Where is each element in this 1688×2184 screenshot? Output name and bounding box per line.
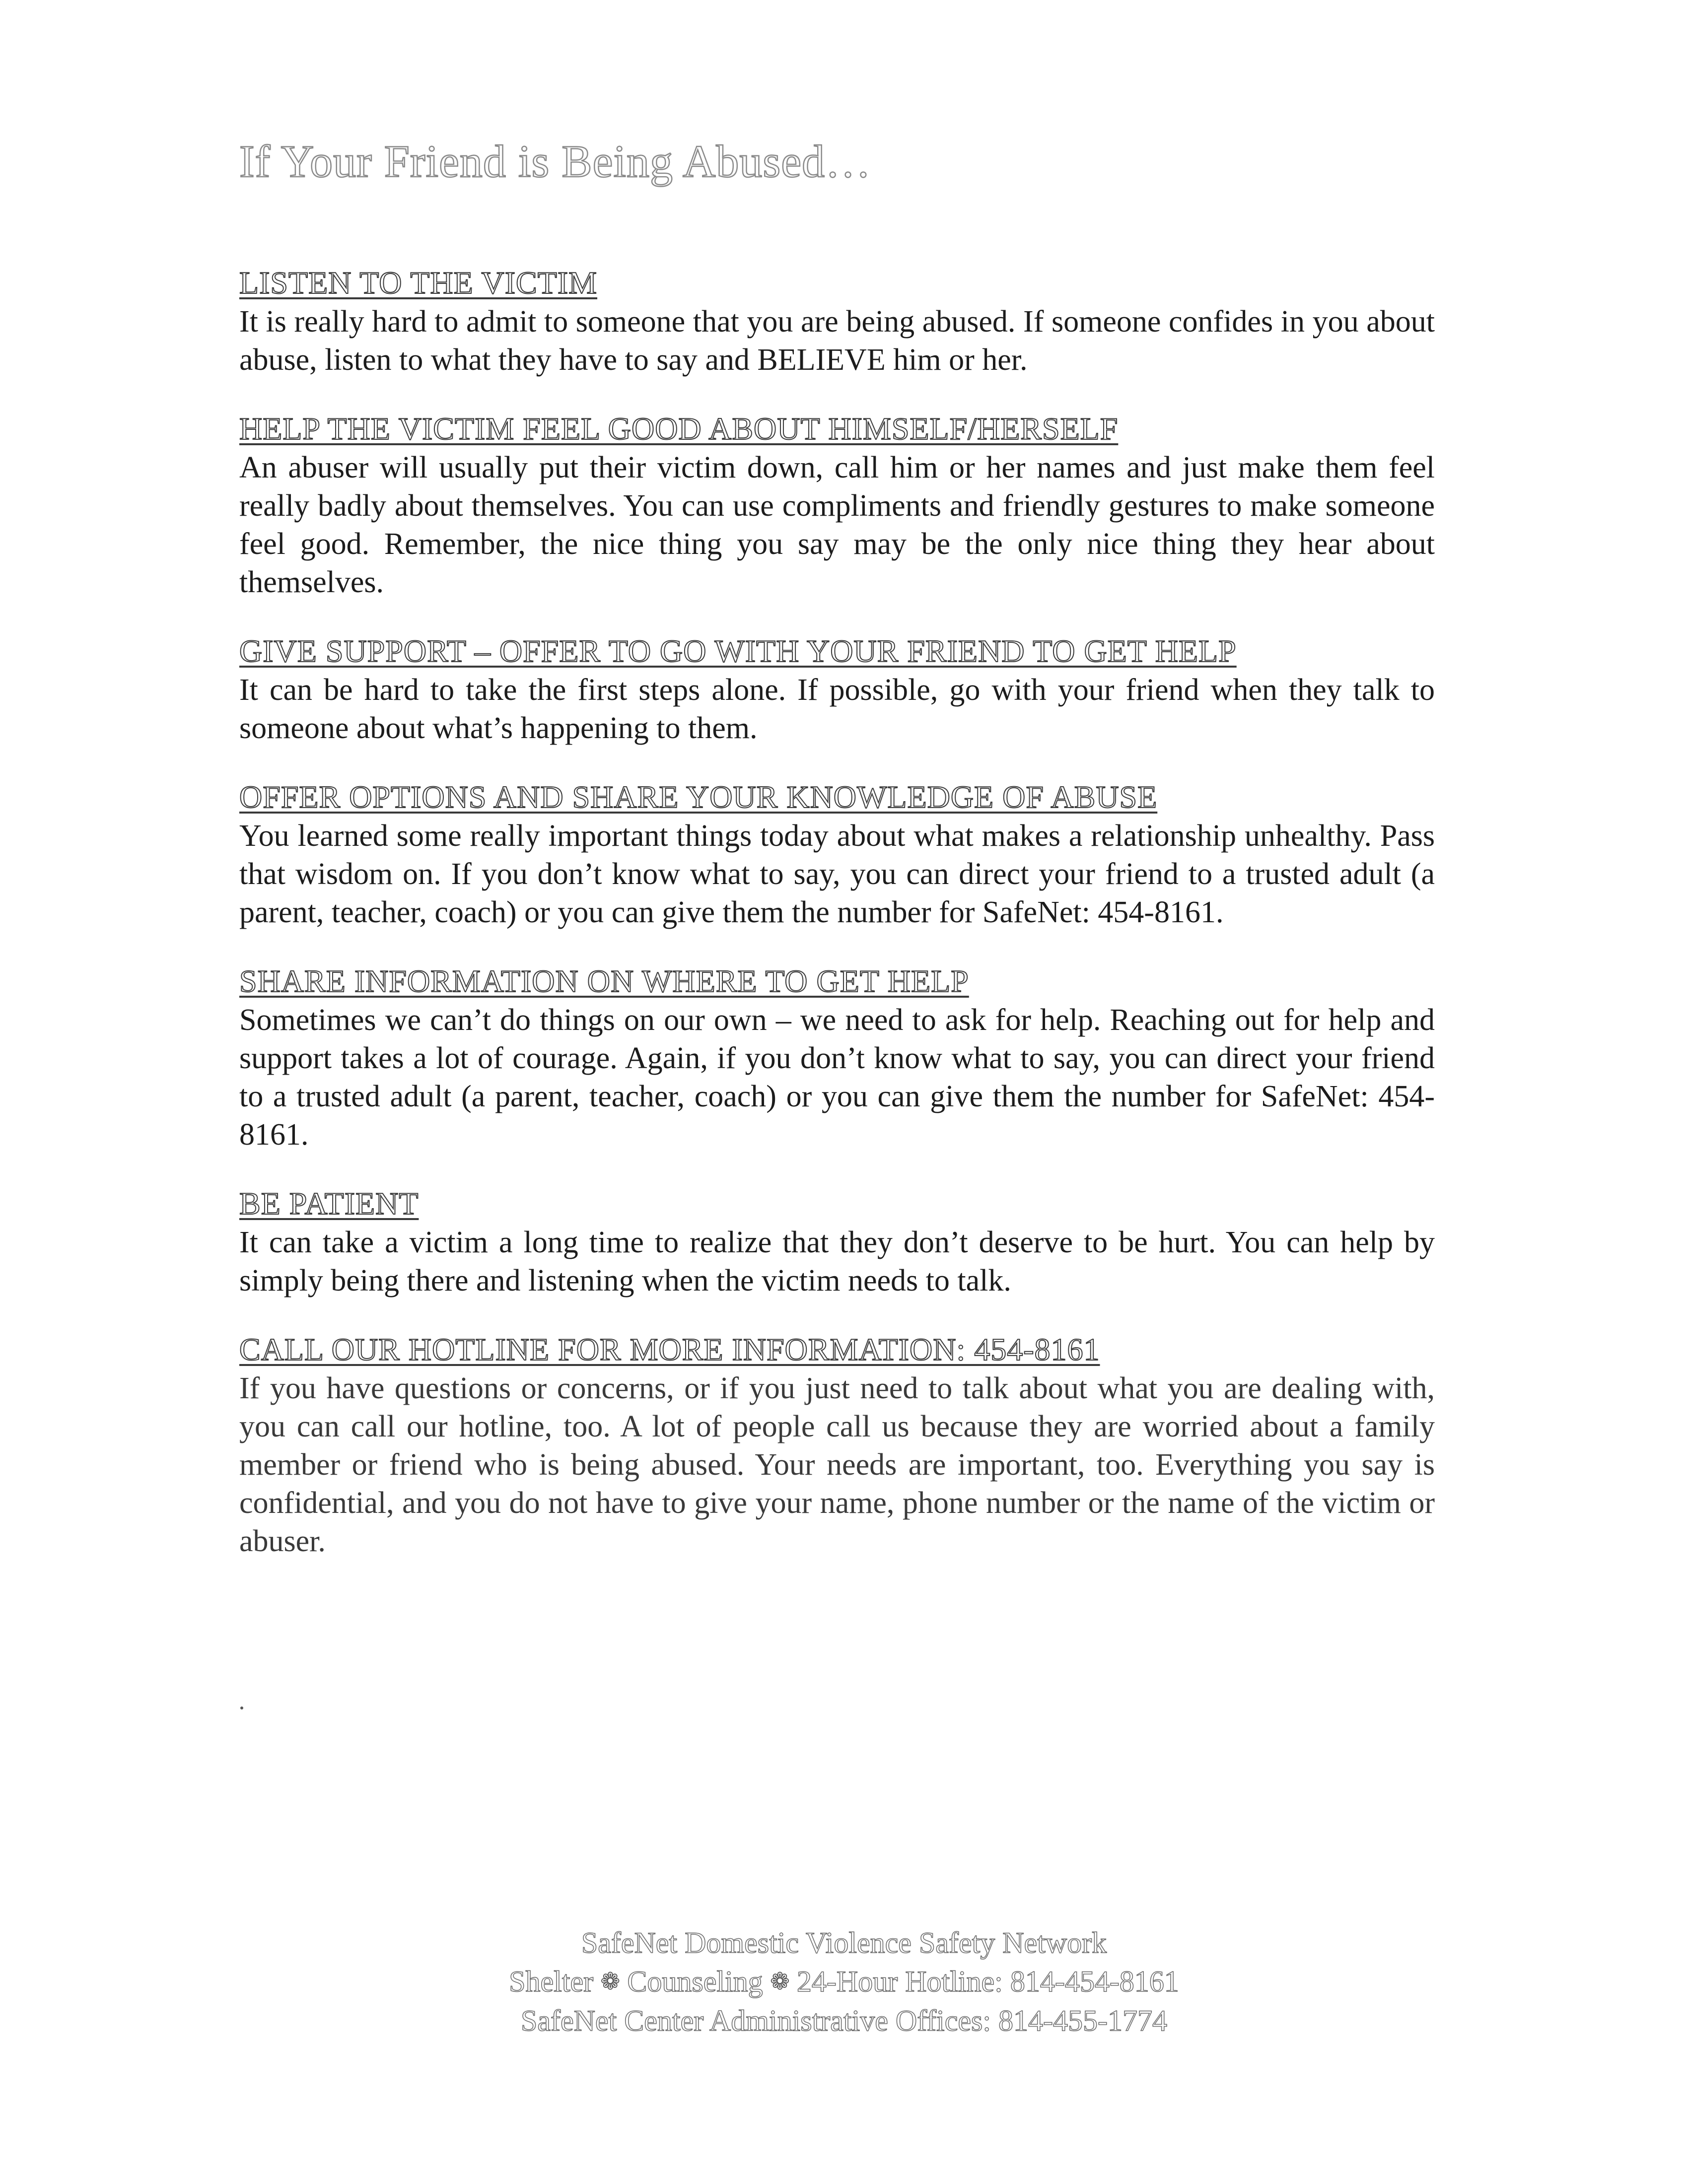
- section-call-hotline: [239, 1330, 1435, 1561]
- footer-services: [0, 1962, 1688, 2001]
- section-offer-options: [239, 777, 1435, 932]
- footer-hotline: 24-Hour Hotline: 814-454-8161: [796, 1965, 1179, 1998]
- section-heading: HELP THE VICTIM FEEL GOOD ABOUT HIMSELF/HERSELF: [239, 411, 1119, 446]
- section-body: It can take a victim a long time to realize that they don’t deserve to be hurt. You can help by simply being there and listening when the victim needs to talk.: [239, 1226, 1435, 1297]
- section-heading: GIVE SUPPORT – OFFER TO GO WITH YOUR FRIEND TO GET HELP: [239, 633, 1237, 669]
- footer-service-shelter: Shelter: [509, 1965, 594, 1998]
- section-body: It can be hard to take the first steps alone. If possible, go with your friend when they talk to someone about what’s happening to them.: [239, 673, 1435, 745]
- section-body: An abuser will usually put their victim down, call him or her names and just make them feel really badly about themselves. You can use compliments and friendly gestures to make someone feel good. Remember, the nice thing you say may be the only nice thing they hear about themselves.: [239, 451, 1435, 599]
- section-help-feel-good: [239, 409, 1435, 602]
- footer-service-counseling: Counseling: [627, 1965, 763, 1998]
- page-title: If Your Friend is Being Abused…: [239, 136, 872, 187]
- section-listen: [239, 263, 1435, 379]
- section-be-patient: [239, 1184, 1435, 1300]
- section-body: Sometimes we can’t do things on our own – we need to ask for help. Reaching out for help and support takes a lot of courage. Again, if you don’t know what to say, you can direct your friend to a trusted adult (a parent, teacher, coach) or you can give them the number for SafeNet: 454-8161.: [239, 1003, 1435, 1152]
- section-body: You learned some really important things today about what makes a relationship unhealthy. Pass that wisdom on. If you don’t know what to say, you can direct your friend to a trusted adult (a parent, teacher, coach) or you can give them the number for SafeNet: 454-8161.: [239, 819, 1435, 929]
- section-heading: BE PATIENT: [239, 1186, 419, 1221]
- section-give-support: [239, 631, 1435, 748]
- section-body: If you have questions or concerns, or if you just need to talk about what you are dealing with, you can call our hotline, too. A lot of people call us because they are worried about a family member or friend who is being abused. Your needs are important, too. Everything you say is confidential, and you do not have to give your name, phone number or the name of the victim or abuser.: [239, 1371, 1435, 1558]
- footer-admin-offices: SafeNet Center Administrative Offices: 814-455-1774: [521, 2004, 1167, 2037]
- section-heading: CALL OUR HOTLINE FOR MORE INFORMATION: 454-8161: [239, 1332, 1100, 1367]
- section-share-information: [239, 961, 1435, 1154]
- section-heading: OFFER OPTIONS AND SHARE YOUR KNOWLEDGE OF ABUSE: [239, 779, 1158, 815]
- document-body: [239, 263, 1435, 1590]
- scan-speck: [240, 1706, 243, 1709]
- flower-bullet-icon: ❁: [770, 1969, 790, 1995]
- section-heading: SHARE INFORMATION ON WHERE TO GET HELP: [239, 963, 969, 999]
- flower-bullet-icon: ❁: [600, 1969, 621, 1995]
- footer-org-name: SafeNet Domestic Violence Safety Network: [581, 1926, 1107, 1959]
- section-heading: LISTEN TO THE VICTIM: [239, 265, 598, 300]
- section-body: It is really hard to admit to someone that you are being abused. If someone confides in you about abuse, listen to what they have to say and BELIEVE him or her.: [239, 305, 1435, 377]
- footer: [0, 1923, 1688, 2040]
